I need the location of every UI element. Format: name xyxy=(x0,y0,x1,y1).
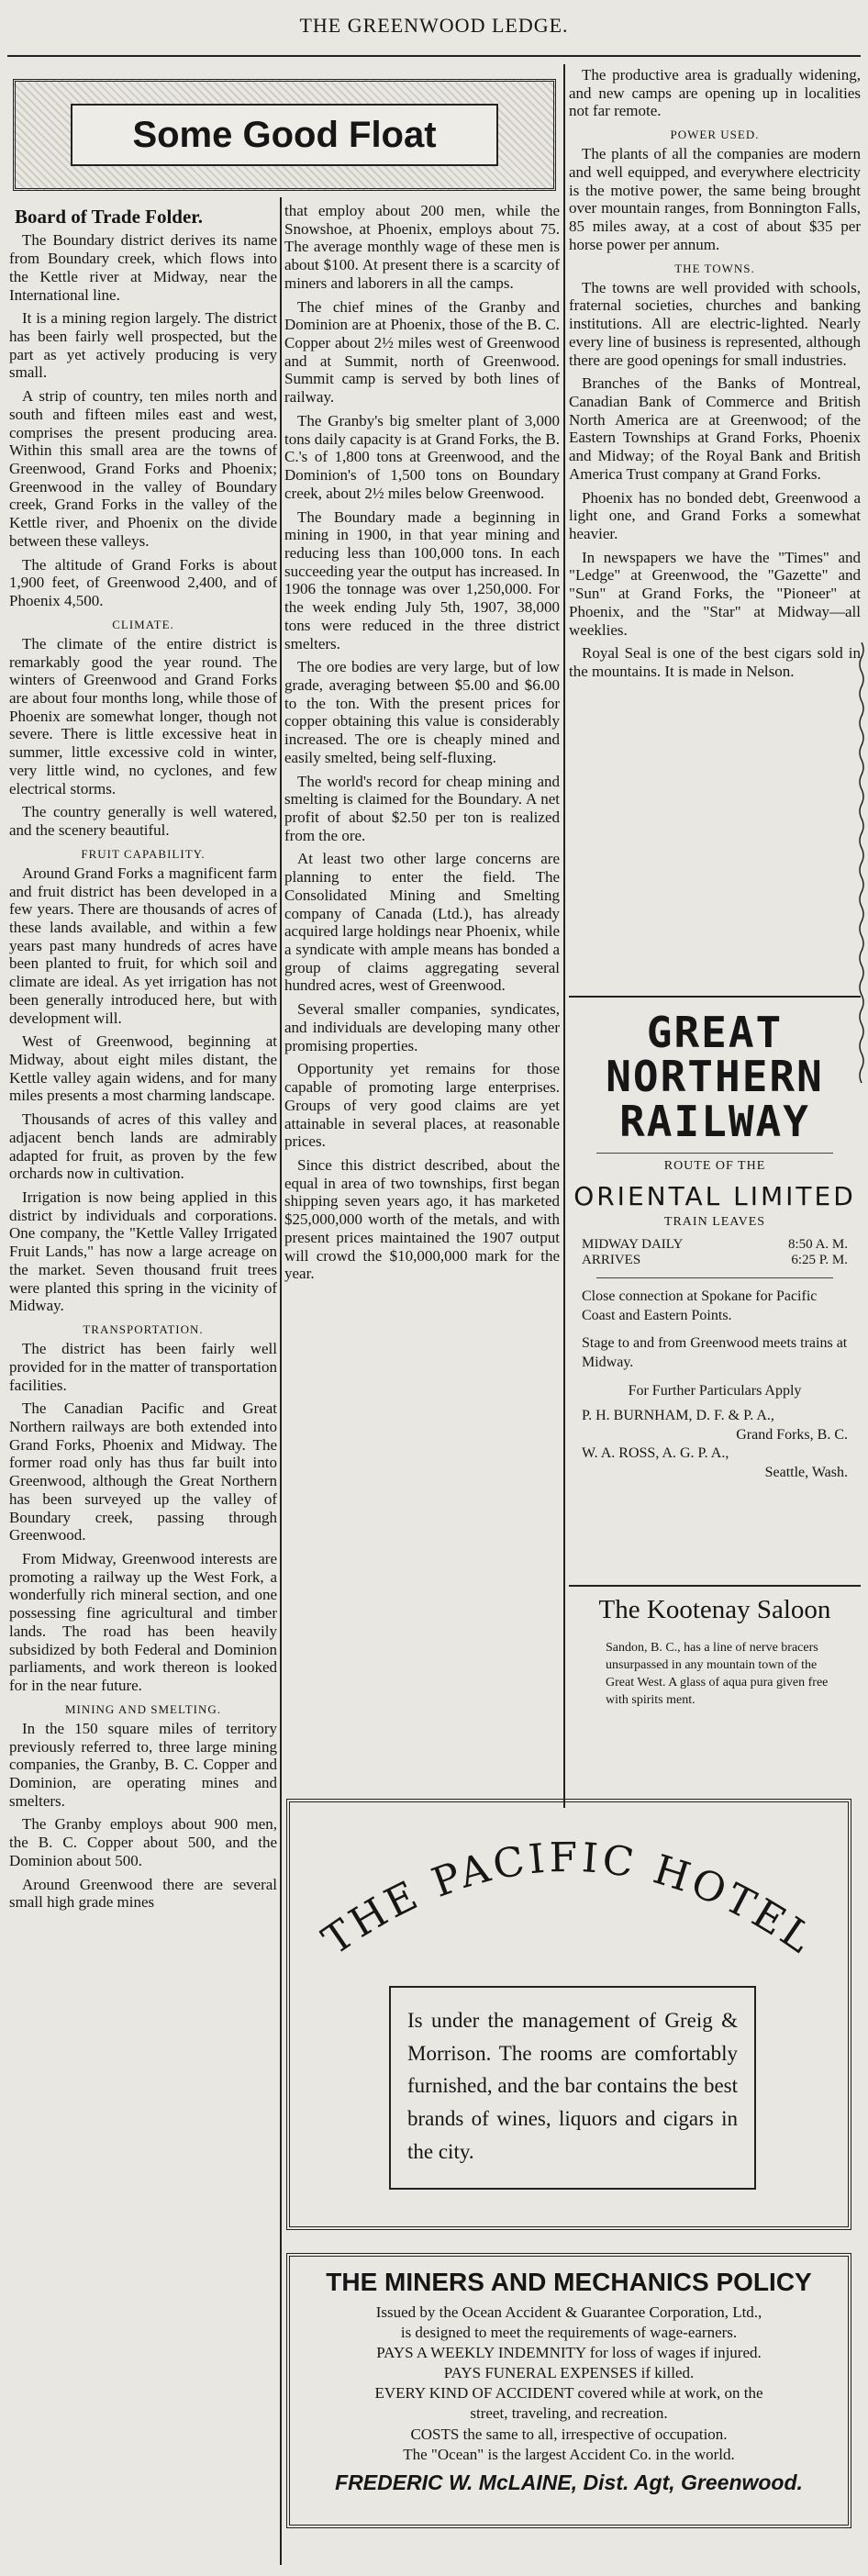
policy-line: is designed to meet the requirements of wage-earners. xyxy=(400,2324,738,2342)
article-paragraph: The altitude of Grand Forks is about 1,900 feet, of Greenwood 2,400, and of Phoenix 4,500. xyxy=(9,555,277,610)
article-paragraph: Thousands of acres of this valley and adjacent bench lands are admirably adapted for fruit, as proven by the few orchards now in cultivation. xyxy=(9,1110,277,1183)
article-paragraph: The chief mines of the Granby and Dominion are at Phoenix, those of the B. C. Copper about 2½ miles west of Greenwood and at Summit, north of Greenwood. Summit camp is served by both lines of railway. xyxy=(284,297,560,407)
saloon-text: Sandon, B. C., has a line of nerve bracers unsurpassed in any mountain town of the Great West. A glass of aqua pura given free with spirits ment. xyxy=(606,1641,829,1707)
gn-title-great: GREAT xyxy=(646,1008,784,1057)
policy-title: THE MINERS AND MECHANICS POLICY xyxy=(326,2268,812,2296)
article-paragraph: The Boundary made a beginning in mining in 1900, in that year mining and reducing less than 100,000 tons. In each succeeding year the output has increased. In 1906 the tonnage was over 1,250,000. For the week ending July 5th, 1907, 38,000 tons were reduced in the three district smelters. xyxy=(284,507,560,652)
top-rule xyxy=(7,55,861,57)
article-paragraph: From Midway, Greenwood interests are promoting a railway up the West Fork, a wonderfully rich mineral section, and one possessing fine agricultural and timber lands. The road has been heavily subsidized by both Federal and Dominion parliaments, and work thereon is looked for in the near future. xyxy=(9,1550,277,1695)
kootenay-saloon-ad xyxy=(569,1595,861,1788)
gn-route: ROUTE OF THE xyxy=(663,1158,766,1173)
article-paragraph: The ore bodies are very large, but of low grade, averaging between $5.00 and $6.00 to the ton. With the present prices for copper obtaining this value is considerably increased. The ore is cheaply mined and easily smelted, being self-fluxing. xyxy=(284,658,560,766)
gn-agent-1: P. H. BURNHAM, D. F. & P. A., xyxy=(582,1407,774,1423)
policy-line: The "Ocean" is the largest Accident Co. in the world. xyxy=(403,2445,735,2463)
svg-text:THE PACIFIC HOTEL xyxy=(315,1834,824,1958)
policy-line: PAYS FUNERAL EXPENSES if killed. xyxy=(443,2364,695,2382)
gn-agent-1-place: Grand Forks, B. C. xyxy=(736,1426,848,1443)
article-paragraph: The towns are well provided with schools, fraternal societies, churches and banking institutions. All are electric-lighted. Nearly every line of business is represented, although there are good openings for small industries. xyxy=(569,278,861,369)
policy-line: PAYS A WEEKLY INDEMNITY for loss of wages if injured. xyxy=(376,2344,762,2362)
column-divider-2 xyxy=(563,64,565,1808)
policy-line: EVERY KIND OF ACCIDENT covered while at work, on the xyxy=(374,2384,763,2403)
policy-ad xyxy=(286,2253,851,2528)
subheading-transportation: TRANSPORTATION. xyxy=(83,1322,204,1337)
article-paragraph: Branches of the Banks of Montreal, Canadian Bank of Commerce and British North America are at Greenwood; of the Eastern Townships at Grand Forks, Phoenix and Midway; of the Royal Bank and British America Trust company at Grand Forks. xyxy=(569,374,861,483)
article-paragraph: In newspapers we have the "Times" and "Ledge" at Greenwood, the "Gazette" and "Sun" at Grand Forks, the "Pioneer" at Phoenix, and the "Star" at Midway—all weeklies. xyxy=(569,548,861,639)
saloon-title: The Kootenay Saloon xyxy=(598,1595,831,1624)
masthead: THE GREENWOOD LEDGE. xyxy=(299,14,569,37)
article-paragraph: that employ about 200 men, while the Snowshoe, at Phoenix, employs about 75. The average monthly wage of these men is about $100. At present there is a scarcity of miners and laborers in all the camps. xyxy=(284,202,560,292)
article-paragraph: Phoenix has no bonded debt, Greenwood a light one, and Grand Forks a somewhat heavier. xyxy=(569,488,861,542)
board-heading: Board of Trade Folder. xyxy=(15,206,203,228)
gn-schedule-row xyxy=(569,1237,861,1253)
policy-line: street, traveling, and recreation. xyxy=(470,2404,668,2423)
pacific-title-text: THE PACIFIC HOTEL xyxy=(314,1834,824,1958)
gn-schedule-row xyxy=(569,1253,861,1268)
article-paragraph: The Granby employs about 900 men, the B. C. Copper about 500, and the Dominion about 500. xyxy=(9,1815,277,1869)
article-paragraph: Around Greenwood there are several small high grade mines xyxy=(9,1875,277,1912)
article-paragraph: The plants of all the companies are modern and well equipped, and everywhere electricity is the motive power, the same being brought over mountain ranges, from Bonnington Falls, 85 miles away, at a cost of about $35 per horse power per annum. xyxy=(569,145,861,253)
gn-stage: Stage to and from Greenwood meets trains at Midway. xyxy=(582,1335,848,1371)
article-paragraph: At least two other large concerns are planning to enter the field. The Consolidated Mining and Smelting company of Canada (Ltd.), has already acquired large holdings near Phoenix, while a syndicate with ample means has bonded a group of claims aggregating several hundred acres, west of Greenwood. xyxy=(284,850,560,995)
article-paragraph: The productive area is gradually widening, and new camps are opening up in localities not far remote. xyxy=(569,66,861,120)
gn-oriental-limited: ORIENTAL LIMITED xyxy=(573,1180,856,1211)
article-paragraph: The Boundary district derives its name from Boundary creek, which flows into the Kettle river at Midway, near the International line. xyxy=(9,231,277,304)
gn-agent-2: W. A. ROSS, A. G. P. A., xyxy=(582,1445,729,1462)
pacific-hotel-text: Is under the management of Greig & Morrison. The rooms are comfortably furnished, and the bar contains the best brands of wines, liquors and cigars in the city. xyxy=(389,1986,756,2190)
article-paragraph: Royal Seal is one of the best cigars sold in the mountains. It is made in Nelson. xyxy=(569,644,861,680)
article-paragraph: The Canadian Pacific and Great Northern railways are both extended into Grand Forks, Phoenix and Midway. The former road only has thus far built into Greenwood, although the Great Northern has been surveyed up the valley of Boundary creek, passing through Greenwood. xyxy=(9,1400,277,1544)
article-paragraph: It is a mining region largely. The district has been fairly well prospected, but the part as yet actively producing is very small. xyxy=(9,309,277,382)
gn-midway-time: 8:50 A. M. xyxy=(787,1236,848,1252)
column-1 xyxy=(9,202,277,2560)
subheading-mining: MINING AND SMELTING. xyxy=(64,1701,222,1716)
gn-title-northern: NORTHERN xyxy=(606,1052,824,1102)
column-3 xyxy=(569,66,861,984)
subheading-power: POWER USED. xyxy=(670,128,760,142)
gn-arrives-label: ARRIVES xyxy=(582,1252,641,1267)
article-paragraph: West of Greenwood, beginning at Midway, about eight miles distant, the Kettle valley again widens, and for many miles presents a most charming landscape. xyxy=(9,1032,277,1105)
column-2 xyxy=(284,202,560,1790)
float-header: Some Good Float xyxy=(71,104,498,166)
article-paragraph: The climate of the entire district is remarkably good the year round. The winters of Greenwood and Grand Forks are about four months long, while those of Phoenix are somewhat longer, though not severe. There is little excessive heat in summer, little excessive cold in winter, very little wind, no cyclones, and few electrical storms. xyxy=(9,634,277,797)
article-paragraph: Around Grand Forks a magnificent farm and fruit district has been developed in a few years. There are thousands of acres of these lands available, and within a few years past many hundreds of acres have been planted to fruit, for which soil and climate are ideal. As yet irrigation has not been generally introduced here, but with development will. xyxy=(9,864,277,1027)
subheading-fruit: FRUIT CAPABILITY. xyxy=(81,846,206,861)
article-paragraph: A strip of country, ten miles north and south and fifteen miles east and west, comprises the present producing area. Within this small area are the towns of Greenwood, Grand Forks and Phoenix; Greenwood in the valley of Boundary creek, Grand Forks in the valley of the Kettle river, and Phoenix on the divide between these valleys. xyxy=(9,387,277,550)
article-paragraph: The Granby's big smelter plant of 3,000 tons daily capacity is at Grand Forks, the B. C.'s of 1,800 tons at Greenwood, and the Dominion's of 1,500 tons on Boundary creek, about 2½ miles below Greenwood. xyxy=(284,411,560,502)
pacific-hotel-ad xyxy=(286,1799,851,2230)
article-paragraph: The world's record for cheap mining and smelting is claimed for the Boundary. A net profit of about $2.50 per ton is realized from the ore. xyxy=(284,772,560,844)
gn-connection: Close connection at Spokane for Pacific Coast and Eastern Points. xyxy=(582,1288,818,1323)
great-northern-ad xyxy=(569,996,861,1587)
article-paragraph: Several smaller companies, syndicates, and individuals are developing many other promising properties. xyxy=(284,1000,560,1054)
article-paragraph: Opportunity yet remains for those capable of promoting large enterprises. Groups of very good claims are yet attainable in several places, at reasonable prices. xyxy=(284,1060,560,1151)
pacific-hotel-arched-title xyxy=(290,1821,848,1958)
article-paragraph: In the 150 square miles of territory previously referred to, three large mining companies, the Granby, B. C. Copper and Dominion, are operating mines and smelters. xyxy=(9,1719,277,1810)
subheading-towns: THE TOWNS. xyxy=(674,261,755,275)
article-paragraph: Since this district described, about the equal in area of two townships, first began shipping seven years ago, it has marketed $25,000,000 worth of the metals, and with present prices maintained the 1907 output will crowd the $10,000,000 mark for the year. xyxy=(284,1155,560,1283)
policy-line: Issued by the Ocean Accident & Guarantee Corporation, Ltd., xyxy=(375,2303,762,2321)
gn-arrives-time: 6:25 P. M. xyxy=(791,1252,848,1267)
policy-line: COSTS the same to all, irrespective of occupation. xyxy=(410,2425,728,2443)
gn-particulars: For Further Particulars Apply xyxy=(628,1383,802,1400)
float-header-box xyxy=(13,79,556,191)
policy-agent: FREDERIC W. McLAINE, Dist. Agt, Greenwood. xyxy=(335,2470,803,2494)
gn-train-leaves: TRAIN LEAVES xyxy=(663,1214,766,1229)
article-paragraph: Irrigation is now being applied in this district by individuals and corporations. One company, the "Kettle Valley Irrigated Fruit Lands," has now a large acreage on the market. Seven thousand fruit trees were planted this spring in the vicinity of Midway. xyxy=(9,1188,277,1315)
article-paragraph: The country generally is well watered, and the scenery beautiful. xyxy=(9,803,277,839)
subheading-climate: CLIMATE. xyxy=(112,617,174,631)
gn-agent-2-place: Seattle, Wash. xyxy=(764,1465,848,1481)
gn-midway-label: MIDWAY DAILY xyxy=(582,1236,684,1252)
column-divider-1 xyxy=(280,197,282,2565)
gn-title-railway: RAILWAY xyxy=(619,1096,810,1146)
article-paragraph: The district has been fairly well provided for in the matter of transportation facilities. xyxy=(9,1340,277,1394)
